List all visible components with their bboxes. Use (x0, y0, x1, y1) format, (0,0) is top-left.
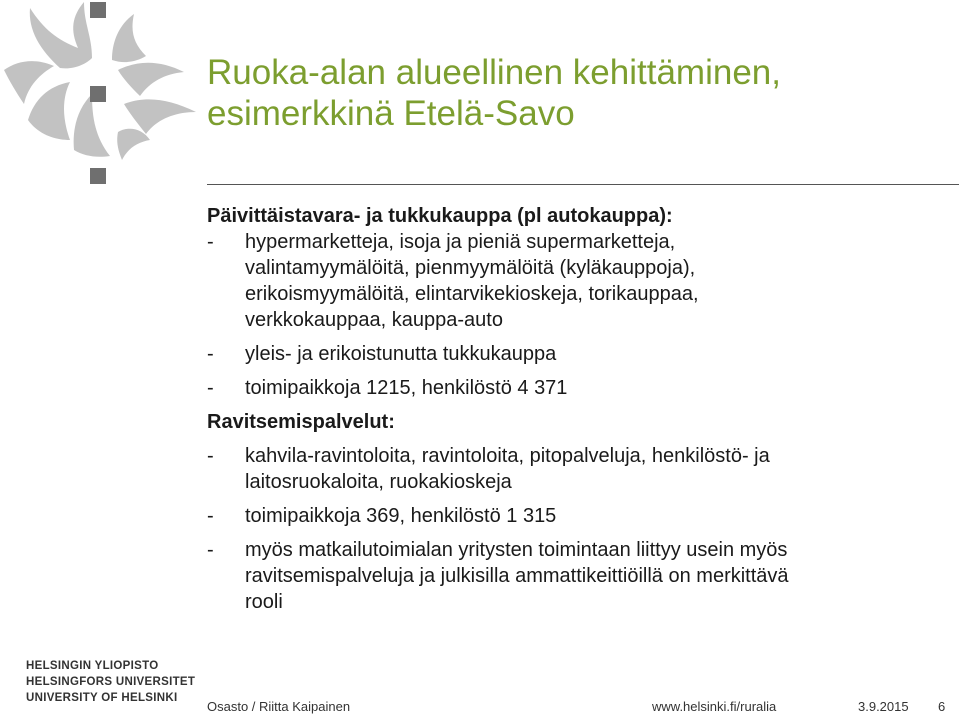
list-dash: - (207, 539, 214, 561)
list-dash: - (207, 231, 214, 253)
slide-body (207, 203, 947, 615)
list-item (207, 503, 947, 529)
footer-url: www.helsinki.fi/ruralia (652, 699, 777, 714)
list-item-line: myös matkailutoimialan yritysten toimintaan liittyy usein myös (245, 539, 788, 561)
list-item (207, 341, 947, 367)
slide-title (207, 52, 947, 134)
university-name-fi: HELSINGIN YLIOPISTO (26, 660, 159, 672)
page-number: 6 (938, 699, 946, 714)
list-item-line: toimipaikkoja 1215, henkilöstö 4 371 (245, 377, 568, 399)
list-item (207, 375, 947, 401)
list-item (207, 537, 947, 615)
list-item-line: valintamyymälöitä, pienmyymälöitä (kyläkauppoja), (245, 257, 696, 279)
list-item-line: erikoismyymälöitä, elintarvikekioskeja, torikauppaa, (245, 283, 699, 305)
list-item-line: rooli (245, 591, 283, 613)
list-item-line: verkkokauppaa, kauppa-auto (245, 309, 503, 331)
section-heading-restaurants: Ravitsemispalvelut: (207, 411, 395, 433)
list-item-line: kahvila-ravintoloita, ravintoloita, pitopalveluja, henkilöstö- ja (245, 445, 770, 467)
list-dash: - (207, 505, 214, 527)
list-item (207, 229, 947, 333)
list-item-line: toimipaikkoja 369, henkilöstö 1 315 (245, 505, 557, 527)
list-dash: - (207, 377, 214, 399)
list-dash: - (207, 445, 214, 467)
list-item-line: hypermarketteja, isoja ja pieniä supermarketteja, (245, 231, 676, 253)
list-item (207, 443, 947, 495)
title-divider (207, 184, 959, 185)
university-name-sv: HELSINGFORS UNIVERSITET (26, 676, 196, 688)
footer-department: Osasto / Riitta Kaipainen (207, 699, 351, 714)
section-heading-retail: Päivittäistavara- ja tukkukauppa (pl autokauppa): (207, 205, 673, 227)
list-dash: - (207, 343, 214, 365)
university-name-logo (26, 658, 196, 706)
slide-title-line-2: esimerkkinä Etelä-Savo (207, 94, 575, 133)
footer-date: 3.9.2015 (858, 699, 909, 714)
list-item-line: yleis- ja erikoistunutta tukkukauppa (245, 343, 557, 365)
list-item-line: laitosruokaloita, ruokakioskeja (245, 471, 512, 493)
slide-title-line-1: Ruoka-alan alueellinen kehittäminen, (207, 53, 781, 92)
university-name-en: UNIVERSITY OF HELSINKI (26, 692, 178, 704)
university-flame-logo (0, 0, 210, 200)
list-item-line: ravitsemispalveluja ja julkisilla ammattikeittiöillä on merkittävä (245, 565, 789, 587)
